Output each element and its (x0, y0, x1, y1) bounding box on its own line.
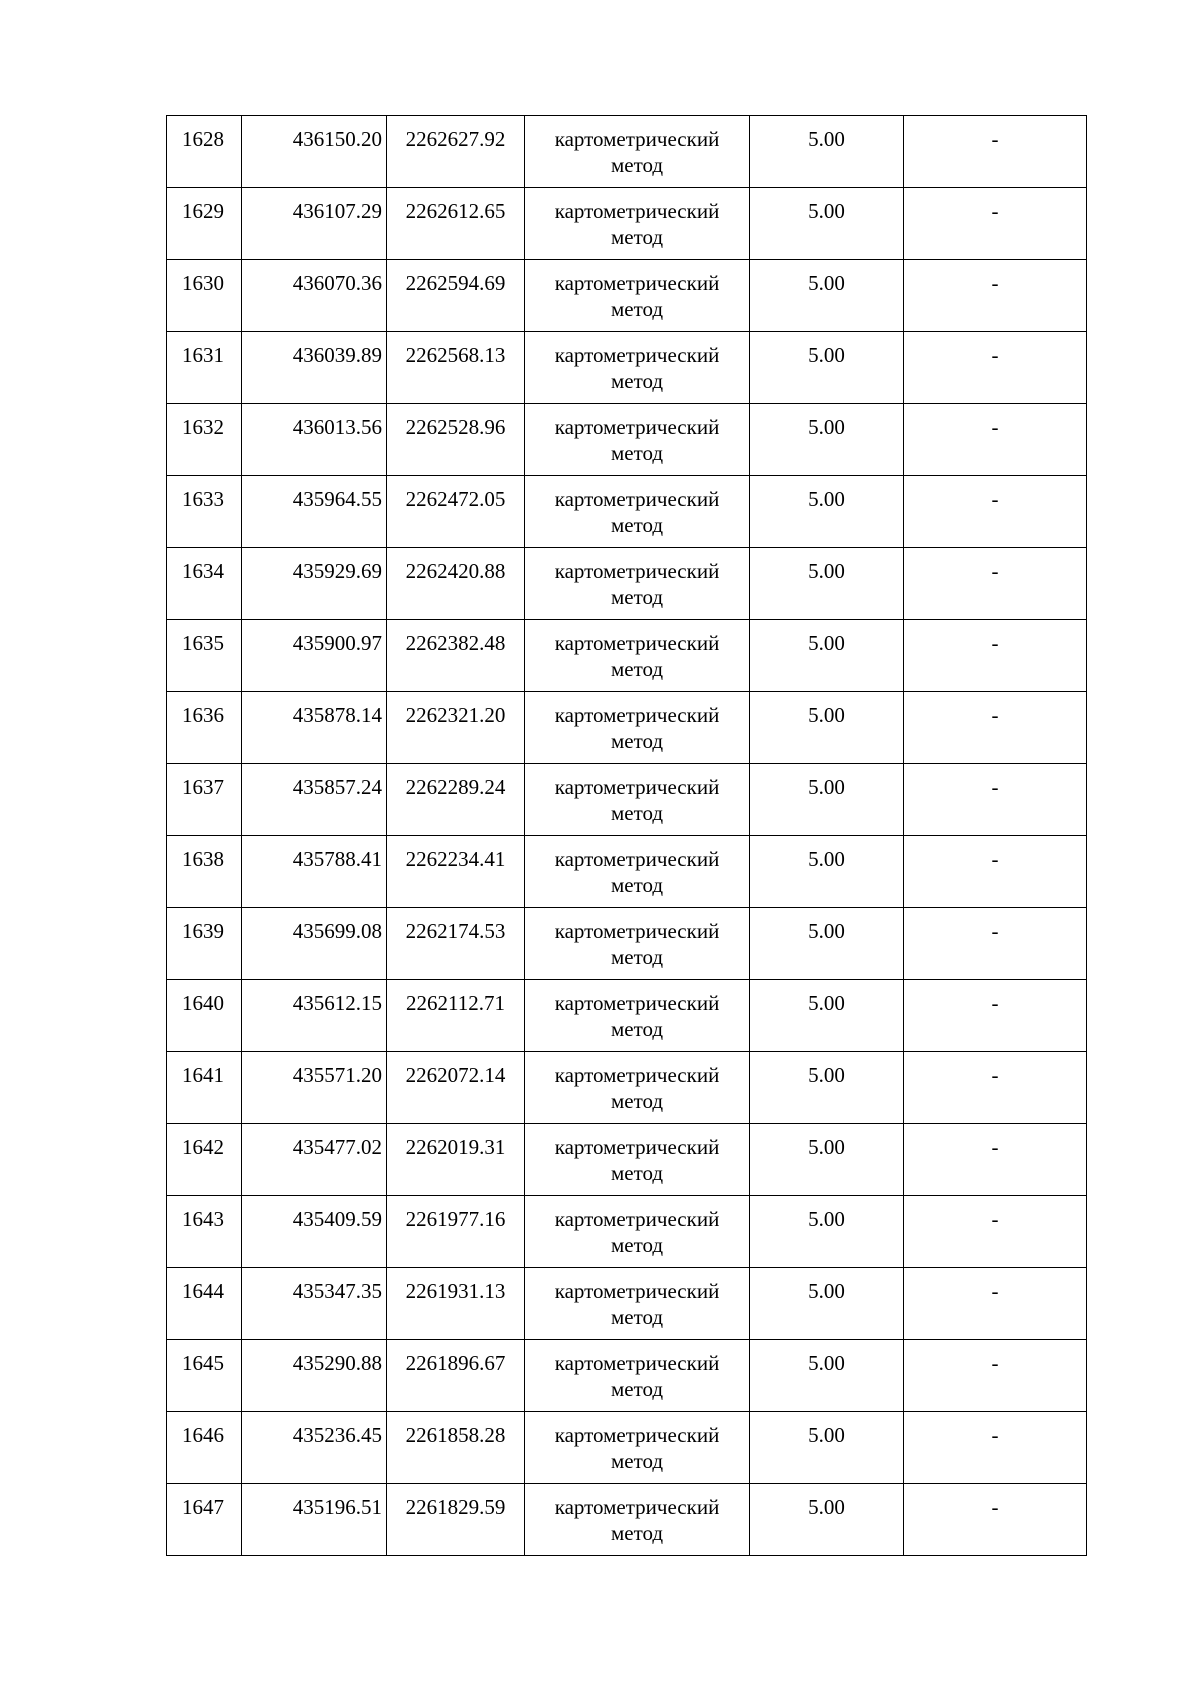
point-number-cell (167, 476, 242, 548)
method-text: картометрический метод (554, 559, 720, 609)
note-text: - (991, 919, 999, 943)
table-row (167, 836, 1087, 908)
table-row (167, 764, 1087, 836)
accuracy-cell (750, 980, 904, 1052)
x-coordinate-cell (242, 764, 387, 836)
point-number-cell (167, 1340, 242, 1412)
note-cell (904, 116, 1087, 188)
note-cell (904, 836, 1087, 908)
x-coordinate-text: 435236.45 (292, 1423, 382, 1447)
x-coordinate-text: 435571.20 (292, 1063, 382, 1087)
y-coordinate-cell (387, 1124, 525, 1196)
note-text: - (991, 127, 999, 151)
y-coordinate-text: 2262234.41 (405, 847, 506, 871)
accuracy-cell (750, 620, 904, 692)
accuracy-cell (750, 1484, 904, 1556)
point-number-text: 1631 (182, 343, 224, 367)
y-coordinate-text: 2262528.96 (405, 415, 506, 439)
table-row (167, 332, 1087, 404)
point-number-text: 1642 (182, 1135, 224, 1159)
y-coordinate-text: 2262627.92 (405, 127, 506, 151)
table-row (167, 1484, 1087, 1556)
method-text: картометрический метод (554, 1351, 720, 1401)
point-number-cell (167, 692, 242, 764)
x-coordinate-cell (242, 1268, 387, 1340)
method-cell (525, 1052, 750, 1124)
point-number-text: 1644 (182, 1279, 224, 1303)
y-coordinate-cell (387, 116, 525, 188)
point-number-cell (167, 1124, 242, 1196)
method-cell (525, 980, 750, 1052)
accuracy-text: 5.00 (808, 1279, 845, 1303)
method-text: картометрический метод (554, 1063, 720, 1113)
point-number-text: 1634 (182, 559, 224, 583)
method-text: картометрический метод (554, 1135, 720, 1185)
accuracy-text: 5.00 (808, 775, 845, 799)
accuracy-text: 5.00 (808, 631, 845, 655)
y-coordinate-cell (387, 1196, 525, 1268)
accuracy-text: 5.00 (808, 1063, 845, 1087)
y-coordinate-cell (387, 404, 525, 476)
method-text: картометрический метод (554, 127, 720, 177)
y-coordinate-cell (387, 1052, 525, 1124)
table-row (167, 1268, 1087, 1340)
table-row (167, 476, 1087, 548)
note-text: - (991, 847, 999, 871)
method-text: картометрический метод (554, 991, 720, 1041)
x-coordinate-text: 436150.20 (292, 127, 382, 151)
note-cell (904, 332, 1087, 404)
y-coordinate-cell (387, 980, 525, 1052)
note-text: - (991, 487, 999, 511)
method-cell (525, 1268, 750, 1340)
y-coordinate-cell (387, 1412, 525, 1484)
x-coordinate-cell (242, 1052, 387, 1124)
method-cell (525, 404, 750, 476)
point-number-text: 1639 (182, 919, 224, 943)
y-coordinate-text: 2262612.65 (405, 199, 506, 223)
note-cell (904, 476, 1087, 548)
point-number-text: 1638 (182, 847, 224, 871)
point-number-text: 1635 (182, 631, 224, 655)
x-coordinate-text: 435409.59 (292, 1207, 382, 1231)
note-text: - (991, 1423, 999, 1447)
point-number-cell (167, 1484, 242, 1556)
method-text: картометрический метод (554, 343, 720, 393)
y-coordinate-cell (387, 260, 525, 332)
method-text: картометрический метод (554, 631, 720, 681)
note-cell (904, 1484, 1087, 1556)
x-coordinate-text: 436013.56 (292, 415, 382, 439)
note-text: - (991, 991, 999, 1015)
x-coordinate-cell (242, 1484, 387, 1556)
note-text: - (991, 703, 999, 727)
y-coordinate-cell (387, 188, 525, 260)
method-cell (525, 1340, 750, 1412)
x-coordinate-text: 435788.41 (292, 847, 382, 871)
note-cell (904, 1196, 1087, 1268)
x-coordinate-text: 435929.69 (292, 559, 382, 583)
method-text: картометрический метод (554, 1495, 720, 1545)
accuracy-text: 5.00 (808, 991, 845, 1015)
accuracy-cell (750, 548, 904, 620)
x-coordinate-cell (242, 836, 387, 908)
note-cell (904, 908, 1087, 980)
y-coordinate-cell (387, 620, 525, 692)
table-row (167, 1124, 1087, 1196)
point-number-text: 1636 (182, 703, 224, 727)
accuracy-cell (750, 1052, 904, 1124)
accuracy-text: 5.00 (808, 559, 845, 583)
method-cell (525, 260, 750, 332)
accuracy-cell (750, 116, 904, 188)
method-text: картометрический метод (554, 919, 720, 969)
note-cell (904, 188, 1087, 260)
x-coordinate-text: 436039.89 (292, 343, 382, 367)
note-cell (904, 692, 1087, 764)
accuracy-text: 5.00 (808, 487, 845, 511)
accuracy-text: 5.00 (808, 1495, 845, 1519)
accuracy-cell (750, 1412, 904, 1484)
note-cell (904, 1268, 1087, 1340)
point-number-cell (167, 1052, 242, 1124)
x-coordinate-cell (242, 692, 387, 764)
x-coordinate-cell (242, 620, 387, 692)
accuracy-text: 5.00 (808, 1207, 845, 1231)
accuracy-cell (750, 332, 904, 404)
method-cell (525, 764, 750, 836)
note-text: - (991, 1351, 999, 1375)
y-coordinate-cell (387, 836, 525, 908)
point-number-text: 1637 (182, 775, 224, 799)
x-coordinate-cell (242, 1196, 387, 1268)
point-number-text: 1633 (182, 487, 224, 511)
method-cell (525, 116, 750, 188)
point-number-cell (167, 908, 242, 980)
y-coordinate-cell (387, 908, 525, 980)
note-cell (904, 764, 1087, 836)
method-cell (525, 332, 750, 404)
table-row (167, 1052, 1087, 1124)
y-coordinate-text: 2262072.14 (405, 1063, 506, 1087)
method-cell (525, 620, 750, 692)
point-number-cell (167, 332, 242, 404)
accuracy-text: 5.00 (808, 1423, 845, 1447)
note-cell (904, 1052, 1087, 1124)
point-number-text: 1640 (182, 991, 224, 1015)
note-text: - (991, 1135, 999, 1159)
table-row (167, 260, 1087, 332)
y-coordinate-cell (387, 332, 525, 404)
point-number-cell (167, 1196, 242, 1268)
y-coordinate-text: 2262174.53 (405, 919, 506, 943)
point-number-text: 1645 (182, 1351, 224, 1375)
table-row (167, 548, 1087, 620)
x-coordinate-cell (242, 980, 387, 1052)
coordinates-table (166, 115, 1087, 1556)
y-coordinate-text: 2261977.16 (405, 1207, 506, 1231)
table-row (167, 1196, 1087, 1268)
point-number-cell (167, 116, 242, 188)
accuracy-cell (750, 1268, 904, 1340)
y-coordinate-text: 2261931.13 (405, 1279, 506, 1303)
method-text: картометрический метод (554, 1207, 720, 1257)
note-cell (904, 1124, 1087, 1196)
accuracy-cell (750, 836, 904, 908)
method-cell (525, 1484, 750, 1556)
y-coordinate-text: 2262568.13 (405, 343, 506, 367)
point-number-text: 1632 (182, 415, 224, 439)
y-coordinate-cell (387, 548, 525, 620)
x-coordinate-cell (242, 116, 387, 188)
x-coordinate-text: 435477.02 (292, 1135, 382, 1159)
accuracy-cell (750, 1196, 904, 1268)
table-row (167, 692, 1087, 764)
note-text: - (991, 559, 999, 583)
x-coordinate-text: 435900.97 (292, 631, 382, 655)
table-row (167, 404, 1087, 476)
x-coordinate-cell (242, 1124, 387, 1196)
method-cell (525, 1412, 750, 1484)
x-coordinate-text: 436107.29 (292, 199, 382, 223)
x-coordinate-cell (242, 476, 387, 548)
y-coordinate-text: 2262019.31 (405, 1135, 506, 1159)
method-cell (525, 692, 750, 764)
accuracy-text: 5.00 (808, 1351, 845, 1375)
table-row (167, 116, 1087, 188)
accuracy-cell (750, 1340, 904, 1412)
table-row (167, 620, 1087, 692)
x-coordinate-text: 435699.08 (292, 919, 382, 943)
point-number-text: 1643 (182, 1207, 224, 1231)
x-coordinate-cell (242, 1340, 387, 1412)
note-cell (904, 980, 1087, 1052)
accuracy-text: 5.00 (808, 415, 845, 439)
x-coordinate-text: 435612.15 (292, 991, 382, 1015)
y-coordinate-cell (387, 1268, 525, 1340)
note-cell (904, 404, 1087, 476)
note-text: - (991, 271, 999, 295)
accuracy-text: 5.00 (808, 343, 845, 367)
method-text: картометрический метод (554, 703, 720, 753)
accuracy-text: 5.00 (808, 127, 845, 151)
x-coordinate-text: 435347.35 (292, 1279, 382, 1303)
method-text: картометрический метод (554, 775, 720, 825)
method-cell (525, 836, 750, 908)
accuracy-cell (750, 908, 904, 980)
table-row (167, 1412, 1087, 1484)
y-coordinate-text: 2261829.59 (405, 1495, 506, 1519)
point-number-cell (167, 980, 242, 1052)
method-text: картометрический метод (554, 1279, 720, 1329)
point-number-cell (167, 620, 242, 692)
y-coordinate-text: 2262112.71 (406, 991, 505, 1015)
point-number-cell (167, 836, 242, 908)
method-cell (525, 1196, 750, 1268)
point-number-cell (167, 1268, 242, 1340)
x-coordinate-text: 435964.55 (292, 487, 382, 511)
accuracy-text: 5.00 (808, 919, 845, 943)
note-text: - (991, 343, 999, 367)
table-row (167, 188, 1087, 260)
method-cell (525, 1124, 750, 1196)
x-coordinate-cell (242, 908, 387, 980)
y-coordinate-text: 2262594.69 (405, 271, 506, 295)
table-row (167, 980, 1087, 1052)
x-coordinate-cell (242, 548, 387, 620)
x-coordinate-text: 435290.88 (292, 1351, 382, 1375)
point-number-cell (167, 404, 242, 476)
point-number-text: 1647 (182, 1495, 224, 1519)
note-text: - (991, 199, 999, 223)
method-cell (525, 188, 750, 260)
point-number-cell (167, 260, 242, 332)
y-coordinate-cell (387, 476, 525, 548)
y-coordinate-text: 2262420.88 (405, 559, 506, 583)
note-cell (904, 548, 1087, 620)
accuracy-text: 5.00 (808, 1135, 845, 1159)
method-text: картометрический метод (554, 199, 720, 249)
y-coordinate-text: 2262321.20 (405, 703, 506, 727)
method-text: картометрический метод (554, 1423, 720, 1473)
accuracy-text: 5.00 (808, 703, 845, 727)
point-number-text: 1641 (182, 1063, 224, 1087)
accuracy-text: 5.00 (808, 271, 845, 295)
note-text: - (991, 1495, 999, 1519)
y-coordinate-text: 2261858.28 (405, 1423, 506, 1447)
x-coordinate-cell (242, 188, 387, 260)
note-text: - (991, 415, 999, 439)
note-cell (904, 620, 1087, 692)
note-text: - (991, 775, 999, 799)
method-text: картометрический метод (554, 487, 720, 537)
note-text: - (991, 1279, 999, 1303)
accuracy-cell (750, 692, 904, 764)
y-coordinate-text: 2262472.05 (405, 487, 506, 511)
note-cell (904, 260, 1087, 332)
accuracy-cell (750, 260, 904, 332)
x-coordinate-text: 435857.24 (292, 775, 382, 799)
note-text: - (991, 631, 999, 655)
y-coordinate-cell (387, 1340, 525, 1412)
method-cell (525, 476, 750, 548)
method-text: картометрический метод (554, 415, 720, 465)
accuracy-cell (750, 764, 904, 836)
y-coordinate-text: 2262382.48 (405, 631, 506, 655)
accuracy-cell (750, 1124, 904, 1196)
accuracy-cell (750, 188, 904, 260)
point-number-text: 1630 (182, 271, 224, 295)
method-text: картометрический метод (554, 271, 720, 321)
x-coordinate-cell (242, 404, 387, 476)
x-coordinate-text: 435196.51 (292, 1495, 382, 1519)
point-number-cell (167, 764, 242, 836)
table-row (167, 1340, 1087, 1412)
point-number-cell (167, 548, 242, 620)
y-coordinate-cell (387, 764, 525, 836)
accuracy-text: 5.00 (808, 199, 845, 223)
point-number-cell (167, 1412, 242, 1484)
x-coordinate-cell (242, 332, 387, 404)
y-coordinate-cell (387, 692, 525, 764)
accuracy-text: 5.00 (808, 847, 845, 871)
point-number-cell (167, 188, 242, 260)
point-number-text: 1646 (182, 1423, 224, 1447)
note-text: - (991, 1207, 999, 1231)
note-cell (904, 1412, 1087, 1484)
accuracy-cell (750, 476, 904, 548)
x-coordinate-cell (242, 1412, 387, 1484)
y-coordinate-text: 2261896.67 (405, 1351, 506, 1375)
note-text: - (991, 1063, 999, 1087)
table-row (167, 908, 1087, 980)
x-coordinate-text: 436070.36 (292, 271, 382, 295)
note-cell (904, 1340, 1087, 1412)
x-coordinate-text: 435878.14 (292, 703, 382, 727)
point-number-text: 1628 (182, 127, 224, 151)
method-text: картометрический метод (554, 847, 720, 897)
accuracy-cell (750, 404, 904, 476)
coordinates-table-body (167, 116, 1087, 1556)
x-coordinate-cell (242, 260, 387, 332)
y-coordinate-cell (387, 1484, 525, 1556)
y-coordinate-text: 2262289.24 (405, 775, 506, 799)
method-cell (525, 908, 750, 980)
method-cell (525, 548, 750, 620)
point-number-text: 1629 (182, 199, 224, 223)
